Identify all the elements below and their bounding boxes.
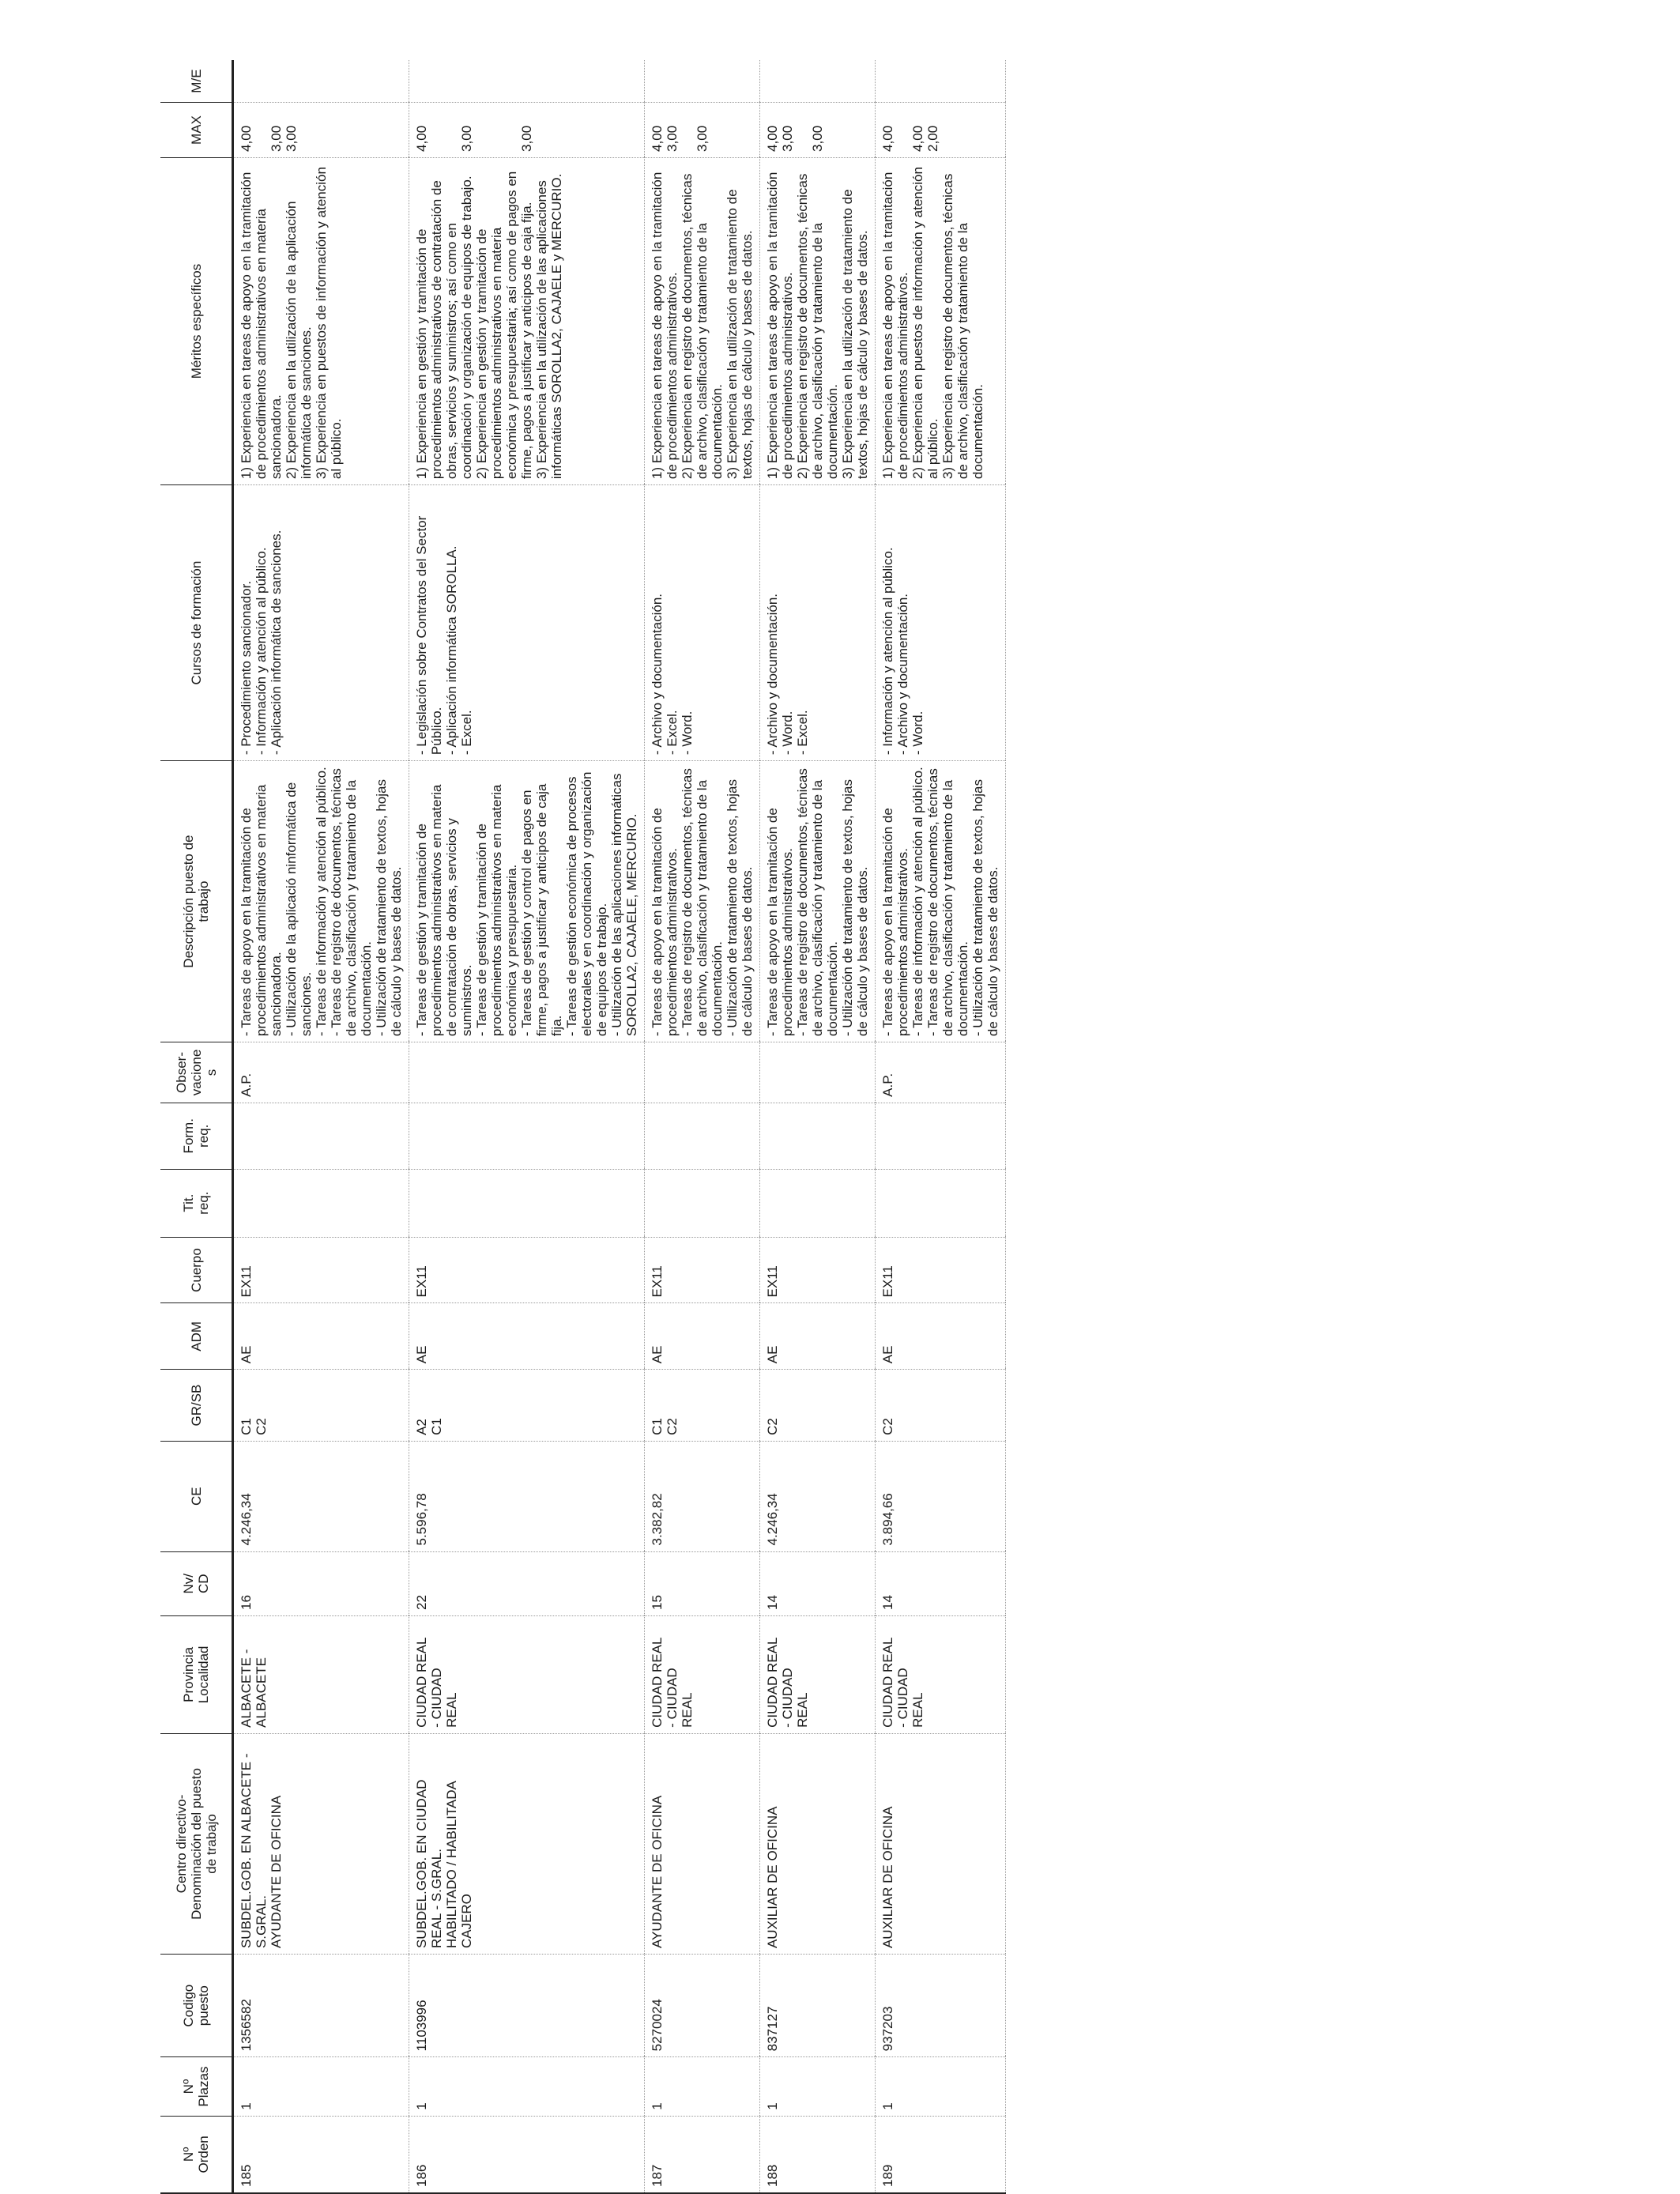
cell-plazas: 1: [760, 2057, 876, 2116]
table-row: [409, 60, 645, 2193]
cell-centro: SUBDEL.GOB. EN CIUDAD REAL - S.GRAL. HABILITADO / HABILITADA CAJERO: [409, 1733, 645, 1954]
cell-obs: A.P.: [876, 1042, 1006, 1103]
cell-ce: 4.246,34: [760, 1441, 876, 1551]
header-cuerpo: Cuerpo: [160, 1237, 233, 1303]
cell-cursos: - Procedimiento sancionador. - Información y atención al público. - Aplicación informática de sanciones.: [233, 485, 409, 761]
cell-centro: SUBDEL.GOB. EN ALBACETE - S.GRAL. AYUDANTE DE OFICINA: [233, 1733, 409, 1954]
cell-codigo: 1356582: [233, 1955, 409, 2057]
cell-me: [760, 60, 876, 103]
cell-tit: [645, 1169, 760, 1237]
cell-plazas: 1: [645, 2057, 760, 2116]
cell-codigo: 5270024: [645, 1955, 760, 2057]
header-ce: CE: [160, 1441, 233, 1551]
cell-tit: [409, 1169, 645, 1237]
header-cursos: Cursos de formación: [160, 485, 233, 761]
cell-form: [645, 1103, 760, 1169]
header-provincia: Provincia Localidad: [160, 1615, 233, 1733]
cell-grsb: C2: [876, 1370, 1006, 1442]
cell-tit: [876, 1169, 1006, 1237]
cell-obs: [760, 1042, 876, 1103]
cell-cursos: - Información y atención al público. - Archivo y documentación. - Word.: [876, 485, 1006, 761]
cell-meritos: 1) Experiencia en tareas de apoyo en la tramitación de procedimientos administrativos. 2) Experiencia en puestos de información y atención al público. 3) Experiencia en registro de documentos, técnicas de archivo, clasificación y tratamiento de la documentación.: [876, 157, 1006, 484]
cell-me: [645, 60, 760, 103]
cell-me: [233, 60, 409, 103]
cell-codigo: 837127: [760, 1955, 876, 2057]
cell-cuerpo: EX11: [645, 1237, 760, 1303]
cell-adm: AE: [876, 1303, 1006, 1370]
cell-adm: AE: [645, 1303, 760, 1370]
cell-cuerpo: EX11: [760, 1237, 876, 1303]
cell-obs: A.P.: [233, 1042, 409, 1103]
table-row: [760, 60, 876, 2193]
cell-meritos: 1) Experiencia en tareas de apoyo en la tramitación de procedimientos administrativos. 2) Experiencia en registro de documentos, técnicas de archivo, clasificación y tratamiento de la documentación. 3) Experiencia en la utilización de tratamiento de textos, hojas de cálculo y bases de datos.: [760, 157, 876, 484]
cell-max: 4,00 3,00 3,00: [760, 103, 876, 158]
cell-max: 4,00 3,00 3,00: [233, 103, 409, 158]
cell-cuerpo: EX11: [233, 1237, 409, 1303]
cell-descripcion: - Tareas de apoyo en la tramitación de procedimientos administrativos en materia sancionadora. - Utilización de la aplicació ninformática de sanciones. - Tareas de información y atención al público. - Tareas de registro de documentos, técnicas de archivo, clasificación y tratamiento de la documentación. - Utilización de tratamiento de textos, hojas de cálculo y bases de datos.: [233, 761, 409, 1042]
cell-codigo: 1103996: [409, 1955, 645, 2057]
cell-ce: 4.246,34: [233, 1441, 409, 1551]
cell-orden: 189: [876, 2116, 1006, 2193]
cell-provincia: CIUDAD REAL - CIUDAD REAL: [409, 1615, 645, 1733]
header-meritos: Méritos específicos: [160, 157, 233, 484]
cell-form: [876, 1103, 1006, 1169]
cell-me: [409, 60, 645, 103]
cell-form: [233, 1103, 409, 1169]
cell-provincia: CIUDAD REAL - CIUDAD REAL: [760, 1615, 876, 1733]
cell-provincia: CIUDAD REAL - CIUDAD REAL: [645, 1615, 760, 1733]
cell-obs: [645, 1042, 760, 1103]
header-descripcion: Descripción puesto de trabajo: [160, 761, 233, 1042]
cell-orden: 188: [760, 2116, 876, 2193]
cell-tit: [760, 1169, 876, 1237]
table-row: [645, 60, 760, 2193]
positions-table: [160, 60, 1006, 2194]
cell-ce: 5.596,78: [409, 1441, 645, 1551]
cell-descripcion: - Tareas de apoyo en la tramitación de procedimientos administrativos. - Tareas de información y atención al público. - Tareas de registro de documentos, técnicas de archivo, clasificación y tratamiento de la documentación. - Utilización de tratamiento de textos, hojas de cálculo y bases de datos.: [876, 761, 1006, 1042]
cell-max: 4,00 3,00 3,00: [645, 103, 760, 158]
cell-nivel: 22: [409, 1551, 645, 1615]
header-obs: Obser- vaciones: [160, 1042, 233, 1103]
cell-centro: AUXILIAR DE OFICINA: [876, 1733, 1006, 1954]
header-max: MAX: [160, 103, 233, 158]
cell-orden: 185: [233, 2116, 409, 2193]
cell-form: [409, 1103, 645, 1169]
cell-descripcion: - Tareas de gestión y tramitación de procedimientos administrativos en materia de contratación de obras, servicios y suministros. - Tareas de gestión y tramitación de procedimientos administrativos en materia económica y presupuestaria. - Tareas de gestión y control de pagos en firme, pagos a justificar y anticipos de caja fija. - Tareas de gestión económica de procesos electorales y en coordinación y organización de equipos de trabajo. - Utilización de las aplicaciones informáticas SOROLLA2, CAJAELE, MERCURIO.: [409, 761, 645, 1042]
header-adm: ADM: [160, 1303, 233, 1370]
cell-plazas: 1: [233, 2057, 409, 2116]
cell-cursos: - Legislación sobre Contratos del Sector Público. - Aplicación informática SOROLLA. - Excel.: [409, 485, 645, 761]
cell-ce: 3.894,66: [876, 1441, 1006, 1551]
cell-nivel: 15: [645, 1551, 760, 1615]
cell-descripcion: - Tareas de apoyo en la tramitación de procedimientos administrativos. - Tareas de registro de documentos, técnicas de archivo, clasificación y tratamiento de la documentación. - Utilización de tratamiento de textos, hojas de cálculo y bases de datos.: [760, 761, 876, 1042]
cell-orden: 186: [409, 2116, 645, 2193]
cell-cursos: - Archivo y documentación. - Word. - Excel.: [760, 485, 876, 761]
cell-max: 4,00 3,00 3,00: [409, 103, 645, 158]
cell-adm: AE: [233, 1303, 409, 1370]
cell-grsb: C2: [760, 1370, 876, 1442]
header-codigo: Codigo puesto: [160, 1955, 233, 2057]
positions-table-rotated: [160, 60, 1591, 2194]
table-row: [876, 60, 1006, 2193]
cell-codigo: 937203: [876, 1955, 1006, 2057]
cell-plazas: 1: [876, 2057, 1006, 2116]
header-form: Form. req.: [160, 1103, 233, 1169]
cell-max: 4,00 4,00 2,00: [876, 103, 1006, 158]
header-me: M/E: [160, 60, 233, 103]
cell-plazas: 1: [409, 2057, 645, 2116]
cell-nivel: 16: [233, 1551, 409, 1615]
cell-form: [760, 1103, 876, 1169]
header-grsb: GR/SB: [160, 1370, 233, 1442]
cell-adm: AE: [409, 1303, 645, 1370]
cell-grsb: C1 C2: [645, 1370, 760, 1442]
cell-grsb: C1 C2: [233, 1370, 409, 1442]
cell-cursos: - Archivo y documentación. - Excel. - Word.: [645, 485, 760, 761]
cell-provincia: ALBACETE - ALBACETE: [233, 1615, 409, 1733]
cell-cuerpo: EX11: [409, 1237, 645, 1303]
cell-meritos: 1) Experiencia en tareas de apoyo en la tramitación de procedimientos administrativos en materia sancionadora. 2) Experiencia en la utilización de la aplicación informática de sanciones. 3) Experiencia en puestos de información y atención al público.: [233, 157, 409, 484]
table-row: [233, 60, 409, 2193]
cell-centro: AYUDANTE DE OFICINA: [645, 1733, 760, 1954]
header-tit: Tit. req.: [160, 1169, 233, 1237]
cell-grsb: A2 C1: [409, 1370, 645, 1442]
cell-adm: AE: [760, 1303, 876, 1370]
header-nivel: Nv/ CD: [160, 1551, 233, 1615]
cell-provincia: CIUDAD REAL - CIUDAD REAL: [876, 1615, 1006, 1733]
cell-me: [876, 60, 1006, 103]
header-centro: Centro directivo- Denominación del puesto de trabajo: [160, 1733, 233, 1954]
cell-obs: [409, 1042, 645, 1103]
header-orden: Nº Orden: [160, 2116, 233, 2193]
cell-centro: AUXILIAR DE OFICINA: [760, 1733, 876, 1954]
cell-meritos: 1) Experiencia en gestión y tramitación de procedimientos administrativos de contratación de obras, servicios y suministros; así como en coordinación y organización de equipos de trabajo. 2) Experiencia en gestión y tramitación de procedimientos administrativos en materia económica y presupuestaria; así como de pagos en firme, pagos a justificar y anticipos de caja fija. 3) Experiencia en la utilización de las aplicaciones informáticas SOROLLA2, CAJAELE y MERCURIO.: [409, 157, 645, 484]
cell-nivel: 14: [876, 1551, 1006, 1615]
cell-ce: 3.382,82: [645, 1441, 760, 1551]
cell-meritos: 1) Experiencia en tareas de apoyo en la tramitación de procedimientos administrativos. 2) Experiencia en registro de documentos, técnicas de archivo, clasificación y tratamiento de la documentación. 3) Experiencia en la utilización de tratamiento de textos, hojas de cálculo y bases de datos.: [645, 157, 760, 484]
header-row: [160, 60, 233, 2193]
cell-tit: [233, 1169, 409, 1237]
cell-descripcion: - Tareas de apoyo en la tramitación de procedimientos administrativos. - Tareas de registro de documentos, técnicas de archivo, clasificación y tratamiento de la documentación. - Utilización de tratamiento de textos, hojas de cálculo y bases de datos.: [645, 761, 760, 1042]
cell-orden: 187: [645, 2116, 760, 2193]
header-plazas: Nº Plazas: [160, 2057, 233, 2116]
cell-cuerpo: EX11: [876, 1237, 1006, 1303]
cell-nivel: 14: [760, 1551, 876, 1615]
